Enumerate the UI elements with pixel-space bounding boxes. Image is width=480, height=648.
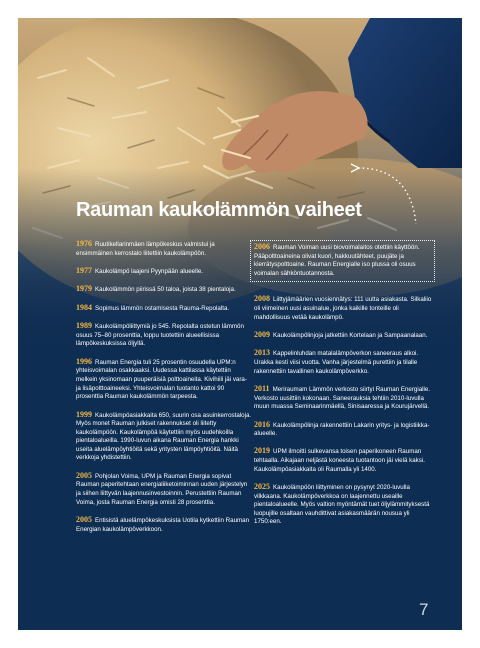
timeline-entry xyxy=(76,516,252,534)
entry-year: 1996 xyxy=(76,356,92,366)
entry-text: Meriraumam Lämmön verkosto siirtyi Rauman Energialle. Verkosto uusittiin kokonaan. Saneerauksia tehtiin 2010-luvulla muun muassa Seminaarinmäellä, Sinisaaressa ja Kourujärvellä. xyxy=(254,385,431,411)
entry-year: 1979 xyxy=(76,284,92,294)
entry-year: 2025 xyxy=(254,482,270,492)
timeline-entry xyxy=(76,358,252,402)
timeline-entry xyxy=(76,304,252,314)
timeline-entry xyxy=(76,240,252,258)
entry-year: 2016 xyxy=(254,419,270,429)
entry-text: Sopimus lämmön ostamisesta Rauma-Repolalta. xyxy=(95,304,230,312)
page-number: 7 xyxy=(419,600,429,619)
entry-year: 2011 xyxy=(254,383,270,393)
entry-text: Kappelinluhdan matalalämpöverkon saneeraus alkoi. Urakka kesti viisi vuotta. Vanha järjestelmä purettiin ja tilalle rakennettiin tavallinen kaukolämpöverkko. xyxy=(254,350,419,375)
timeline-entry xyxy=(254,349,432,376)
timeline-entry xyxy=(254,331,432,341)
entry-year: 2019 xyxy=(254,446,270,456)
entry-text: Entisistä aluelämpökeskuksista Uotila kytkettiin Rauman Energian kaukolämpöverkkoon. xyxy=(76,517,250,533)
entry-year: 1989 xyxy=(76,321,92,331)
entry-text: Ruutikellarinmäen lämpökeskus valmistui ja ensimmäinen kerrostalo liitettiin kaukolämpöön. xyxy=(76,241,215,257)
entry-text: Kaukolämpöliittymiä jo 545. Repolalta ostetun lämmön osuus 75–80 prosenttia, loppu tuotettiin alueellisissa lämpökeskuksissa öljyllä. xyxy=(76,323,244,348)
timeline-entry xyxy=(254,421,432,439)
left-column xyxy=(76,240,252,543)
right-column xyxy=(254,240,432,536)
highlighted-timeline-entry xyxy=(250,240,435,282)
entry-year: 1999 xyxy=(76,409,92,419)
entry-year: 2013 xyxy=(254,348,270,358)
entry-text: Kaukolämpöasiakkaita 650, suurin osa asuinkerrostaloja. Myös monet Rauman julkiset rakennukset oli liitetty kaukolämpöön. Kaukolämpöä käytettiin myös uudehkoilla pientaloalueilla. 1990-luvun aikana Rauman Energia hankki useita aluelämpöyhtiöitä sekä yritysten lämpöyhtiöitä. Näitä verkkoja yhdistettiin. xyxy=(76,411,252,462)
page xyxy=(18,18,462,630)
entry-text: UPM ilmoitti sulkevansa toisen paperikoneen Rauman tehtaalla. Aikajaan neljästä koneesta tuotantoon jäi vielä kaksi. Kaukolämpöasiakkaita oli Raumalla yli 1400. xyxy=(254,448,425,473)
entry-year: 1984 xyxy=(76,302,92,312)
entry-year: 2009 xyxy=(254,329,270,339)
timeline-entry xyxy=(76,285,252,295)
entry-text: Rauman Energia tuli 25 prosentin osuudella UPM:n yhteisvoimalan osakkaaksi. Uudessa kattilassa käytettiin melkein yksinomaan puuperäisiä polttoaineita. Kivihiili jäi vara- ja lisäpolttoaineeksi. Yhteisvoimalan tuotanto kattoi 90 prosenttia Rauman kaukolämmön tarpeesta. xyxy=(76,358,247,401)
entry-year: 1976 xyxy=(76,239,92,248)
timeline-entry xyxy=(76,322,252,349)
timeline-entry xyxy=(254,385,432,412)
entry-text: Kaukolämpö laajeni Pyynpään alueelle. xyxy=(95,267,204,275)
entry-year: 2005 xyxy=(76,470,92,480)
page-title: Rauman kaukolämmön vaiheet xyxy=(76,199,362,221)
entry-year: 1977 xyxy=(76,265,92,275)
entry-text: Kaukolämmön piirissä 50 taloa, joista 38 pientaloja. xyxy=(95,286,236,294)
entry-text: Rauman Voiman uusi biovoimalaitos otettiin käyttöön. Pääpolttoaineina olivat kuori, hakkuutähteet, puujäte ja kierrätyspolttoaine. Rauman Energialle iso plussa oli osuus voimalan sähköntuotannosta. xyxy=(254,244,420,277)
entry-text: Kaukolämpöön liittyminen on pysynyt 2020-luvulla vilkkaana. Kaukolämpöverkkoa on laajennettu useaille pientaloalueelle. Myös valtion myöntämät tuet öljylämmityksestä luopujille osaltaan vauhdittivat asiakasmäärän nousua yli 1750:een. xyxy=(254,484,430,526)
entry-text: Pohjolan Voima, UPM ja Rauman Energia sopivat Rauman paperitehtaan energialiiketoiminnan uuden järjestelyn ja siihen liittyvän laajennusinvestoinnin. Perustettiin Rauman Voima, josta Rauman Energia omisti 28 prosenttia. xyxy=(76,472,248,506)
timeline-entry xyxy=(76,267,252,277)
timeline-entry xyxy=(76,411,252,464)
entry-text: Kaukolämpölinja rakennettiin Lakarin yritys- ja logistiikka-alueelle. xyxy=(254,421,430,438)
entry-year: 2006 xyxy=(254,242,270,251)
entry-text: Liittyjämäärien vuosiennätys: 111 uutta asiakasta. Silkaliio oli viimeinen uusi asuinalue, jonka kaikille tonteille oli mahdollisuus vetää kaukolämpö. xyxy=(254,296,432,321)
entry-year: 2008 xyxy=(254,294,270,304)
entry-year: 2005 xyxy=(76,515,92,525)
entry-text: Kaukolämpölinjoja jatkettiin Kortelaan ja Sampaanalaan. xyxy=(273,331,428,339)
timeline-entry xyxy=(254,447,432,474)
timeline-entry xyxy=(76,472,252,507)
timeline-entry xyxy=(254,483,432,527)
timeline-entry xyxy=(254,295,432,322)
